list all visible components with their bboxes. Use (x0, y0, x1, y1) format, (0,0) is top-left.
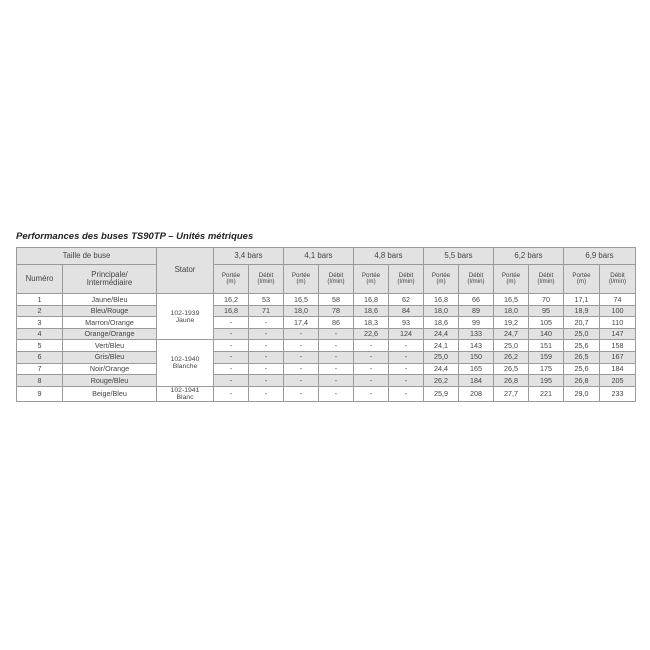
flow-value-cell: 195 (529, 375, 564, 387)
flow-value-cell: - (319, 363, 354, 375)
flow-value-cell: 165 (459, 363, 494, 375)
flow-value-cell: 124 (389, 328, 424, 340)
main-intermediate-header: Principale/ Intermédiaire (63, 265, 157, 294)
range-value-cell: 18,0 (494, 305, 529, 317)
range-value-cell: - (284, 340, 319, 352)
flow-value-cell: - (249, 340, 284, 352)
range-value-cell: 16,8 (354, 294, 389, 306)
range-value-cell: 16,5 (284, 294, 319, 306)
pressure-header: 5,5 bars (424, 248, 494, 265)
flow-value-cell: 93 (389, 317, 424, 329)
range-value-cell: 18,0 (424, 305, 459, 317)
flow-header: Débit (l/min) (529, 265, 564, 294)
range-header: Portée (m) (494, 265, 529, 294)
range-value-cell: 26,8 (564, 375, 600, 387)
range-value-cell: 18,3 (354, 317, 389, 329)
flow-value-cell: 184 (459, 375, 494, 387)
range-value-cell: 27,7 (494, 386, 529, 401)
flow-value-cell: 221 (529, 386, 564, 401)
flow-value-cell: 62 (389, 294, 424, 306)
range-value-cell: - (284, 351, 319, 363)
range-value-cell: 18,0 (284, 305, 319, 317)
range-value-cell: - (284, 363, 319, 375)
range-value-cell: - (214, 340, 249, 352)
flow-value-cell: 140 (529, 328, 564, 340)
flow-value-cell: - (319, 351, 354, 363)
range-value-cell: 25,6 (564, 340, 600, 352)
table-row (17, 351, 636, 363)
flow-value-cell: 150 (459, 351, 494, 363)
table-row (17, 294, 636, 306)
flow-value-cell: - (389, 351, 424, 363)
stator-header: Stator (157, 248, 214, 294)
range-value-cell: 24,4 (424, 328, 459, 340)
nozzle-performance-table (16, 247, 636, 402)
flow-value-cell: - (249, 328, 284, 340)
range-value-cell: 22,6 (354, 328, 389, 340)
range-value-cell: - (354, 363, 389, 375)
flow-header: Débit (l/min) (389, 265, 424, 294)
range-header: Portée (m) (284, 265, 319, 294)
range-value-cell: - (284, 386, 319, 401)
nozzle-number-cell: 1 (17, 294, 63, 306)
range-value-cell: 26,8 (494, 375, 529, 387)
range-value-cell: 24,1 (424, 340, 459, 352)
table-row (17, 328, 636, 340)
range-value-cell: - (354, 340, 389, 352)
range-value-cell: - (214, 386, 249, 401)
flow-value-cell: - (319, 386, 354, 401)
range-value-cell: 26,5 (494, 363, 529, 375)
nozzle-number-cell: 6 (17, 351, 63, 363)
flow-value-cell: 66 (459, 294, 494, 306)
flow-value-cell: 159 (529, 351, 564, 363)
pressure-header: 3,4 bars (214, 248, 284, 265)
nozzle-color-cell: Orange/Orange (63, 328, 157, 340)
flow-value-cell: 205 (600, 375, 636, 387)
flow-header: Débit (l/min) (319, 265, 354, 294)
range-value-cell: 29,0 (564, 386, 600, 401)
flow-value-cell: 105 (529, 317, 564, 329)
table-row (17, 386, 636, 401)
range-header: Portée (m) (564, 265, 600, 294)
number-header: Numéro (17, 265, 63, 294)
flow-value-cell: 100 (600, 305, 636, 317)
range-value-cell: 26,2 (494, 351, 529, 363)
flow-value-cell: 167 (600, 351, 636, 363)
range-header: Portée (m) (424, 265, 459, 294)
range-value-cell: 16,5 (494, 294, 529, 306)
flow-value-cell: 74 (600, 294, 636, 306)
flow-value-cell: 99 (459, 317, 494, 329)
range-header: Portée (m) (214, 265, 249, 294)
nozzle-color-cell: Marron/Orange (63, 317, 157, 329)
range-value-cell: 16,8 (424, 294, 459, 306)
flow-value-cell: 175 (529, 363, 564, 375)
nozzle-number-cell: 3 (17, 317, 63, 329)
table-body (17, 294, 636, 402)
range-value-cell: 25,0 (564, 328, 600, 340)
nozzle-color-cell: Gris/Bleu (63, 351, 157, 363)
flow-value-cell: 70 (529, 294, 564, 306)
pressure-header: 4,1 bars (284, 248, 354, 265)
flow-header: Débit (l/min) (600, 265, 636, 294)
nozzle-size-header: Taille de buse (17, 248, 157, 265)
nozzle-number-cell: 4 (17, 328, 63, 340)
flow-value-cell: - (249, 363, 284, 375)
range-value-cell: 25,0 (494, 340, 529, 352)
flow-value-cell: 53 (249, 294, 284, 306)
range-value-cell: 18,9 (564, 305, 600, 317)
range-value-cell: - (214, 351, 249, 363)
flow-value-cell: 89 (459, 305, 494, 317)
flow-value-cell: 147 (600, 328, 636, 340)
nozzle-color-cell: Noir/Orange (63, 363, 157, 375)
stator-cell: 102-1941 Blanc (157, 386, 214, 401)
range-value-cell: - (214, 375, 249, 387)
range-value-cell: 18,6 (424, 317, 459, 329)
pressure-header: 6,2 bars (494, 248, 564, 265)
flow-value-cell: - (319, 375, 354, 387)
range-value-cell: - (284, 375, 319, 387)
range-value-cell: 25,6 (564, 363, 600, 375)
range-value-cell: 20,7 (564, 317, 600, 329)
flow-value-cell: 110 (600, 317, 636, 329)
range-value-cell: 24,7 (494, 328, 529, 340)
nozzle-number-cell: 8 (17, 375, 63, 387)
flow-value-cell: - (319, 328, 354, 340)
range-value-cell: - (214, 328, 249, 340)
flow-value-cell: - (249, 351, 284, 363)
range-value-cell: - (214, 317, 249, 329)
flow-value-cell: 71 (249, 305, 284, 317)
flow-value-cell: - (389, 363, 424, 375)
flow-value-cell: 158 (600, 340, 636, 352)
flow-value-cell: 233 (600, 386, 636, 401)
flow-value-cell: 133 (459, 328, 494, 340)
pressure-header: 6,9 bars (564, 248, 636, 265)
range-value-cell: - (214, 363, 249, 375)
flow-value-cell: 95 (529, 305, 564, 317)
nozzle-number-cell: 2 (17, 305, 63, 317)
nozzle-color-cell: Beige/Bleu (63, 386, 157, 401)
table-row (17, 317, 636, 329)
flow-value-cell: 78 (319, 305, 354, 317)
pressure-header: 4,8 bars (354, 248, 424, 265)
range-value-cell: 26,5 (564, 351, 600, 363)
range-value-cell: - (354, 375, 389, 387)
range-value-cell: - (284, 328, 319, 340)
table-row (17, 340, 636, 352)
nozzle-number-cell: 9 (17, 386, 63, 401)
range-value-cell: - (354, 351, 389, 363)
range-header: Portée (m) (354, 265, 389, 294)
nozzle-number-cell: 7 (17, 363, 63, 375)
table-header (17, 248, 636, 294)
flow-value-cell: - (389, 375, 424, 387)
nozzle-color-cell: Rouge/Bleu (63, 375, 157, 387)
flow-header: Débit (l/min) (459, 265, 494, 294)
range-value-cell: 18,6 (354, 305, 389, 317)
stator-cell: 102-1939 Jaune (157, 294, 214, 340)
flow-value-cell: - (389, 386, 424, 401)
flow-value-cell: - (319, 340, 354, 352)
nozzle-color-cell: Bleu/Rouge (63, 305, 157, 317)
range-value-cell: 25,9 (424, 386, 459, 401)
flow-value-cell: 208 (459, 386, 494, 401)
flow-value-cell: 58 (319, 294, 354, 306)
flow-value-cell: 143 (459, 340, 494, 352)
flow-value-cell: - (389, 340, 424, 352)
range-value-cell: 25,0 (424, 351, 459, 363)
nozzle-number-cell: 5 (17, 340, 63, 352)
range-value-cell: 16,8 (214, 305, 249, 317)
flow-value-cell: 86 (319, 317, 354, 329)
table-row (17, 363, 636, 375)
flow-value-cell: - (249, 375, 284, 387)
range-value-cell: 26,2 (424, 375, 459, 387)
table-row (17, 375, 636, 387)
range-value-cell: 19,2 (494, 317, 529, 329)
stator-cell: 102-1940 Blanche (157, 340, 214, 386)
nozzle-color-cell: Vert/Bleu (63, 340, 157, 352)
range-value-cell: 16,2 (214, 294, 249, 306)
flow-value-cell: - (249, 386, 284, 401)
range-value-cell: - (354, 386, 389, 401)
flow-value-cell: 84 (389, 305, 424, 317)
flow-value-cell: - (249, 317, 284, 329)
flow-value-cell: 151 (529, 340, 564, 352)
flow-value-cell: 184 (600, 363, 636, 375)
table-title: Performances des buses TS90TP – Unités métriques (16, 231, 254, 242)
nozzle-color-cell: Jaune/Bleu (63, 294, 157, 306)
flow-header: Débit (l/min) (249, 265, 284, 294)
range-value-cell: 17,1 (564, 294, 600, 306)
range-value-cell: 24,4 (424, 363, 459, 375)
table-row (17, 305, 636, 317)
range-value-cell: 17,4 (284, 317, 319, 329)
